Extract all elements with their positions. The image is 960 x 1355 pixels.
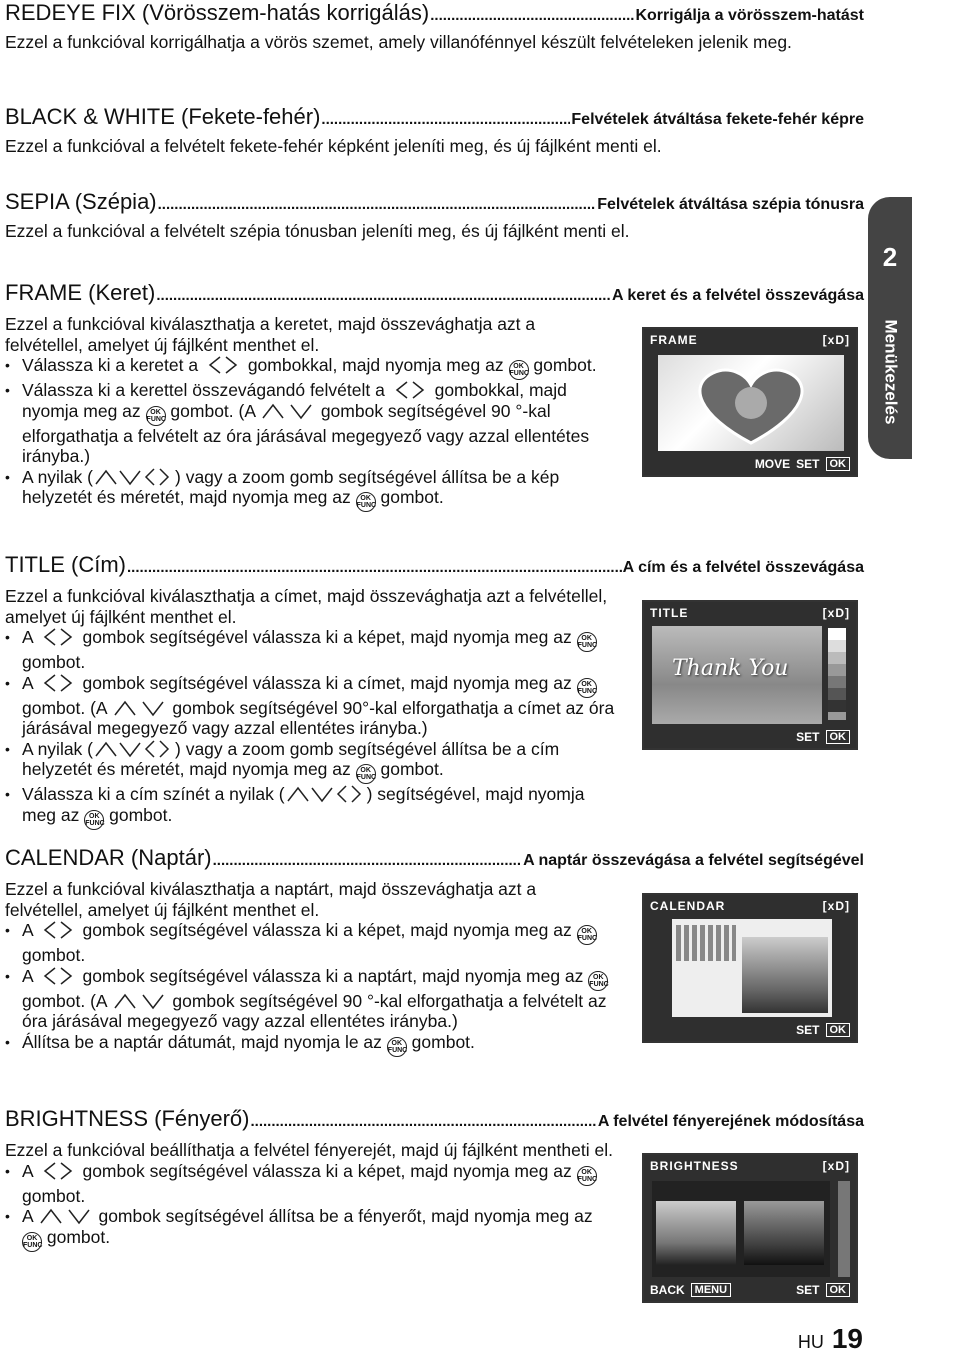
page-language: HU (797, 1332, 824, 1352)
set-label: SET (796, 1283, 820, 1297)
left-right-arrows-icon (39, 674, 77, 692)
chapter-number: 2 (882, 242, 898, 272)
redeye-title: REDEYE FIX (Vörösszem-hatás korrigálás) (5, 0, 430, 25)
ok-func-icon: OK FUNC (588, 971, 608, 991)
frame-title: FRAME (Keret) (5, 280, 156, 305)
brightness-slider[interactable] (838, 1181, 850, 1277)
ok-func-icon: OK FUNC (577, 1166, 597, 1186)
title-body: Ezzel a funkcióval kiválaszthatja a címet, majd összevághatja azt a felvétellel, amelyet új fájlként menthet el. (5, 586, 608, 627)
title-preview-image (652, 626, 822, 724)
chapter-label: Menükezelés (881, 319, 901, 425)
sepia-desc: Felvételek átváltása szépia tónusra (597, 196, 864, 213)
left-right-arrows-icon (204, 356, 242, 374)
brightness-preview (652, 1181, 830, 1277)
calendar-photo (742, 937, 828, 1013)
calendar-bullet-2: • A gombok segítségével válassza ki a naptárt, majd nyomja meg az OK FUNC gombot. (A gombok segítségével 90 °-kal elforgathatja a felvételt az óra járásával megegyező vagy azzal ellentétes irányba.) (5, 966, 615, 1032)
set-label: SET (796, 730, 820, 744)
title-desc: A cím és a felvétel összevágása (622, 559, 864, 576)
ok-func-icon: OK FUNC (356, 492, 376, 512)
ok-label: OK (826, 1023, 851, 1037)
title-bullet-3: • A nyilak ( ) vagy a zoom gomb segítségével állítsa be a cím helyzetét és méretét, majd nyomja meg az OK FUNC gombot. (5, 739, 615, 785)
brightness-desc: A felvétel fényerejének módosítása (597, 1113, 864, 1130)
calendar-bullet-1: • A gombok segítségével válassza ki a képet, majd nyomja meg az OK FUNC gombot. (5, 920, 615, 966)
brightness-photo-after (744, 1201, 824, 1265)
title-overlay-text: Thank You (672, 656, 789, 681)
calendar-title: CALENDAR (Naptár) (5, 845, 212, 870)
ok-label: OK (826, 1283, 851, 1297)
redeye-heading (5, 0, 864, 30)
ok-label: OK (826, 457, 851, 471)
redeye-section (5, 0, 864, 53)
title-bullet-2: • A gombok segítségével válassza ki a címet, majd nyomja meg az OK FUNC gombot. (A gombok segítségével 90°-kal elforgathatja a címet az óra járásával megegyező vagy azzal ellentétes irányba.) (5, 673, 615, 739)
brightness-screen: BRIGHTNESS [xD] BACK MENU SET OK (642, 1153, 858, 1303)
frame-bullet-1: • Válassza ki a keretet a gombokkal, majd nyomja meg az OK FUNC gombot. (5, 355, 615, 380)
page-number: HU 19 (797, 1323, 863, 1354)
sepia-section (5, 189, 864, 242)
calendar-grid (676, 925, 736, 961)
four-way-arrows-icon (94, 468, 174, 486)
calendar-body: Ezzel a funkcióval kiválaszthatja a naptárt, majd összevághatja azt a felvétellel, amelyet új fájlként menthet el. (5, 879, 537, 920)
up-down-arrows-icon (261, 402, 315, 420)
four-way-arrows-icon (286, 785, 366, 803)
redeye-desc: Korrigálja a vörösszem-hatást (635, 7, 864, 24)
calendar-desc: A naptár összevágása a felvétel segítségével (523, 852, 864, 869)
brightness-bullet-1: • A gombok segítségével válassza ki a képet, majd nyomja meg az OK FUNC gombot. (5, 1161, 615, 1207)
frame-bullet-2: • Válassza ki a kerettel összevágandó felvételt a gombokkal, majd nyomja meg az OK FUNC gombot. (A gombok segítségével 90 °-kal elforgathatja a felvételt az óra járásával megegyező vagy azzal ellentétes irányba.) (5, 380, 615, 467)
up-down-arrows-icon (113, 699, 167, 717)
frame-preview-image (658, 355, 844, 451)
frame-body: Ezzel a funkcióval kiválaszthatja a keretet, majd összevághatja azt a felvétellel, amelyet új fájlként menthet el. (5, 314, 536, 355)
ok-func-icon: OK FUNC (509, 360, 529, 380)
chapter-side-tab (868, 197, 912, 459)
four-way-arrows-icon (94, 740, 174, 758)
title-screen: TITLE [xD] Thank You SET OK (642, 600, 858, 750)
calendar-screen: CALENDAR [xD] SET OK (642, 893, 858, 1043)
redeye-body: Ezzel a funkcióval korrigálhatja a vörös szemet, amely villanófénnyel készült felvételeken jelenik meg. (5, 32, 792, 52)
left-right-arrows-icon (39, 628, 77, 646)
brightness-body: Ezzel a funkcióval beállíthatja a felvétel fényerejét, majd új fájlként mentheti el. (5, 1140, 613, 1160)
left-right-arrows-icon (39, 967, 77, 985)
left-right-arrows-icon (39, 921, 77, 939)
title-title: TITLE (Cím) (5, 552, 126, 577)
heart-frame-image (658, 355, 844, 451)
ok-func-icon: OK FUNC (84, 810, 104, 830)
move-label: MOVE (754, 457, 791, 471)
up-down-arrows-icon (39, 1207, 93, 1225)
back-label: BACK (650, 1283, 685, 1297)
ok-func-icon: OK FUNC (146, 406, 166, 426)
sepia-body: Ezzel a funkcióval a felvételt szépia tónusban jeleníti meg, és új fájlként menti el. (5, 221, 630, 241)
ok-func-icon: OK FUNC (577, 678, 597, 698)
frame-bullet-3: • A nyilak ( ) vagy a zoom gomb segítségével állítsa be a kép helyzetét és méretét, majd nyomja meg az OK FUNC gombot. (5, 467, 615, 513)
bw-title: BLACK & WHITE (Fekete-fehér) (5, 104, 321, 129)
bw-desc: Felvételek átváltása fekete-fehér képre (571, 111, 864, 128)
ok-func-icon: OK FUNC (577, 925, 597, 945)
bw-body: Ezzel a funkcióval a felvételt fekete-fehér képként jeleníti meg, és új fájlként menti el. (5, 136, 662, 156)
brightness-photo-before (656, 1201, 736, 1265)
left-right-arrows-icon (39, 1162, 77, 1180)
brightness-title: BRIGHTNESS (Fényerő) (5, 1106, 250, 1131)
calendar-bullet-3: • Állítsa be a naptár dátumát, majd nyomja le az OK FUNC gombot. (5, 1032, 615, 1057)
ok-func-icon: OK FUNC (22, 1232, 42, 1252)
calendar-preview-image (672, 919, 832, 1017)
title-bullet-1: • A gombok segítségével válassza ki a képet, majd nyomja meg az OK FUNC gombot. (5, 627, 615, 673)
brightness-bullet-2: • A gombok segítségével állítsa be a fényerőt, majd nyomja meg az OK FUNC gombot. (5, 1206, 615, 1252)
left-right-arrows-icon (391, 381, 429, 399)
bw-section (5, 104, 864, 157)
up-down-arrows-icon (113, 992, 167, 1010)
ok-func-icon: OK FUNC (356, 764, 376, 784)
color-palette (828, 628, 846, 720)
set-label: SET (796, 1023, 820, 1037)
ok-func-icon: OK FUNC (577, 632, 597, 652)
title-bullet-4: • Válassza ki a cím színét a nyilak ( ) segítségével, majd nyomja meg az OK FUNC gombot. (5, 784, 615, 830)
sepia-title: SEPIA (Szépia) (5, 189, 157, 214)
set-label: SET (796, 457, 820, 471)
frame-screen: FRAME [xD] MOVE SET OK (642, 327, 858, 477)
frame-desc: A keret és a felvétel összevágása (611, 287, 864, 304)
menu-label: MENU (691, 1283, 731, 1297)
ok-label: OK (826, 730, 851, 744)
ok-func-icon: OK FUNC (387, 1037, 407, 1057)
